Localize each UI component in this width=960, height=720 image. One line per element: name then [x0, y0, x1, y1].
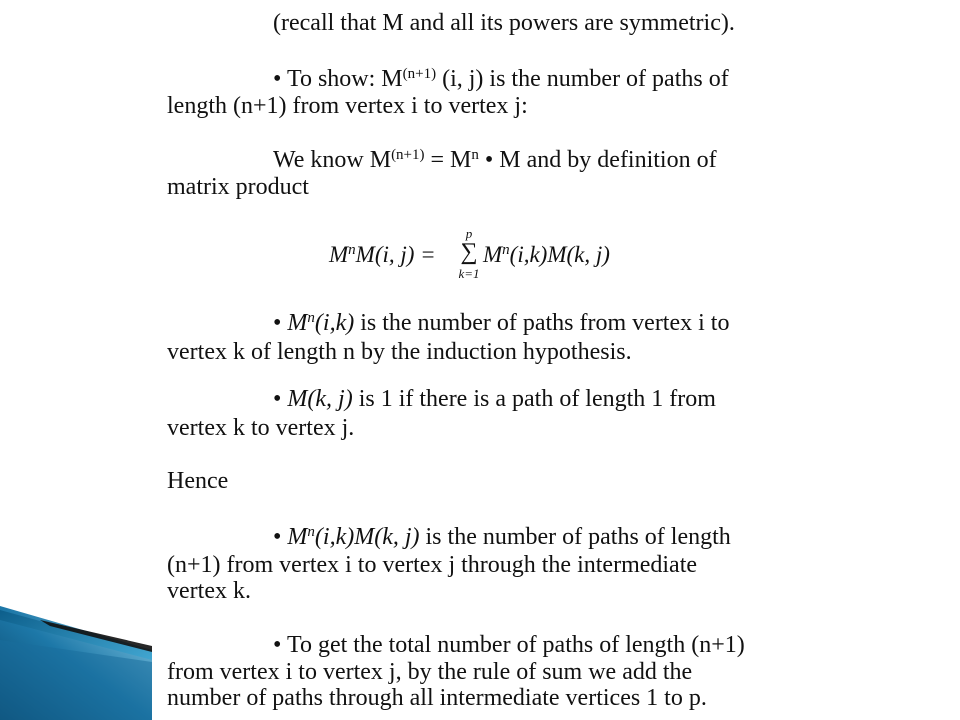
- bullet-1-text: is the number of paths from vertex i to: [354, 310, 730, 336]
- bullet-2-line-1: [273, 386, 716, 412]
- bullet-3-math-base: M: [287, 524, 308, 550]
- bullet-2-dot: •: [273, 386, 288, 412]
- bullet-4-line-2: from vertex i to vertex j, by the rule of sum we add the: [167, 659, 693, 685]
- formula-rhs-base: M: [483, 242, 503, 267]
- summation-sigma: ∑: [460, 239, 478, 265]
- we-know-line-2: matrix product: [167, 174, 309, 200]
- bullet-1-math-sup: n: [307, 310, 315, 326]
- bullet-3-math-rest: (i,k)M(k, j): [314, 524, 420, 550]
- we-know-text-c: • M and by definition of: [478, 147, 717, 173]
- formula-rhs-rest: (i,k)M(k, j): [509, 242, 610, 267]
- we-know-text-a: We know M: [273, 147, 392, 173]
- to-show-line-1: [273, 66, 729, 95]
- to-show-text-b: (i, j) is the number of paths of: [436, 66, 729, 92]
- recall-line: (recall that M and all its powers are symmetric).: [273, 10, 735, 36]
- bullet-3-line-3: vertex k.: [167, 578, 251, 604]
- bullet-2-text: is 1 if there is a path of length 1 from: [352, 386, 716, 412]
- bullet-1-math-base: M: [287, 310, 308, 336]
- formula-lhs-sup: n: [348, 242, 356, 258]
- bullet-1-math-args: (i,k): [314, 310, 355, 336]
- formula-lhs-base: M: [329, 242, 349, 267]
- to-show-line-2: length (n+1) from vertex i to vertex j:: [167, 93, 528, 119]
- bullet-3-text: is the number of paths of length: [419, 524, 731, 550]
- hence-label: Hence: [167, 468, 229, 494]
- we-know-superscript-1: (n+1): [391, 147, 425, 163]
- bullet-2-math: M(k, j): [287, 386, 353, 412]
- we-know-line-1: [273, 147, 717, 176]
- bullet-1-line-1: [273, 310, 729, 339]
- we-know-text-b: = M: [424, 147, 472, 173]
- bullet-3-line-1: [273, 524, 731, 553]
- formula-lhs-rest: M(i, j) =: [355, 242, 436, 267]
- formula-lhs: [329, 242, 436, 268]
- bullet-3-math-sup: n: [307, 524, 315, 540]
- bullet-1-dot: •: [273, 310, 288, 336]
- to-show-text-a: • To show: M: [273, 66, 403, 92]
- to-show-superscript: (n+1): [402, 66, 437, 82]
- formula-rhs-sup: n: [502, 242, 510, 258]
- bullet-2-line-2: vertex k to vertex j.: [167, 415, 355, 441]
- summation-lower-limit: k=1: [458, 266, 480, 281]
- bullet-3-line-2: (n+1) from vertex i to vertex j through the intermediate: [167, 552, 698, 578]
- bullet-4-line-3: number of paths through all intermediate vertices 1 to p.: [167, 685, 707, 711]
- we-know-superscript-2: n: [471, 147, 479, 163]
- bullet-4-line-1: • To get the total number of paths of length (n+1): [273, 632, 745, 658]
- formula-rhs: [483, 242, 610, 268]
- summation-upper-limit: p: [465, 226, 473, 241]
- bullet-3-dot: •: [273, 524, 288, 550]
- bullet-1-line-2: vertex k of length n by the induction hypothesis.: [167, 339, 632, 365]
